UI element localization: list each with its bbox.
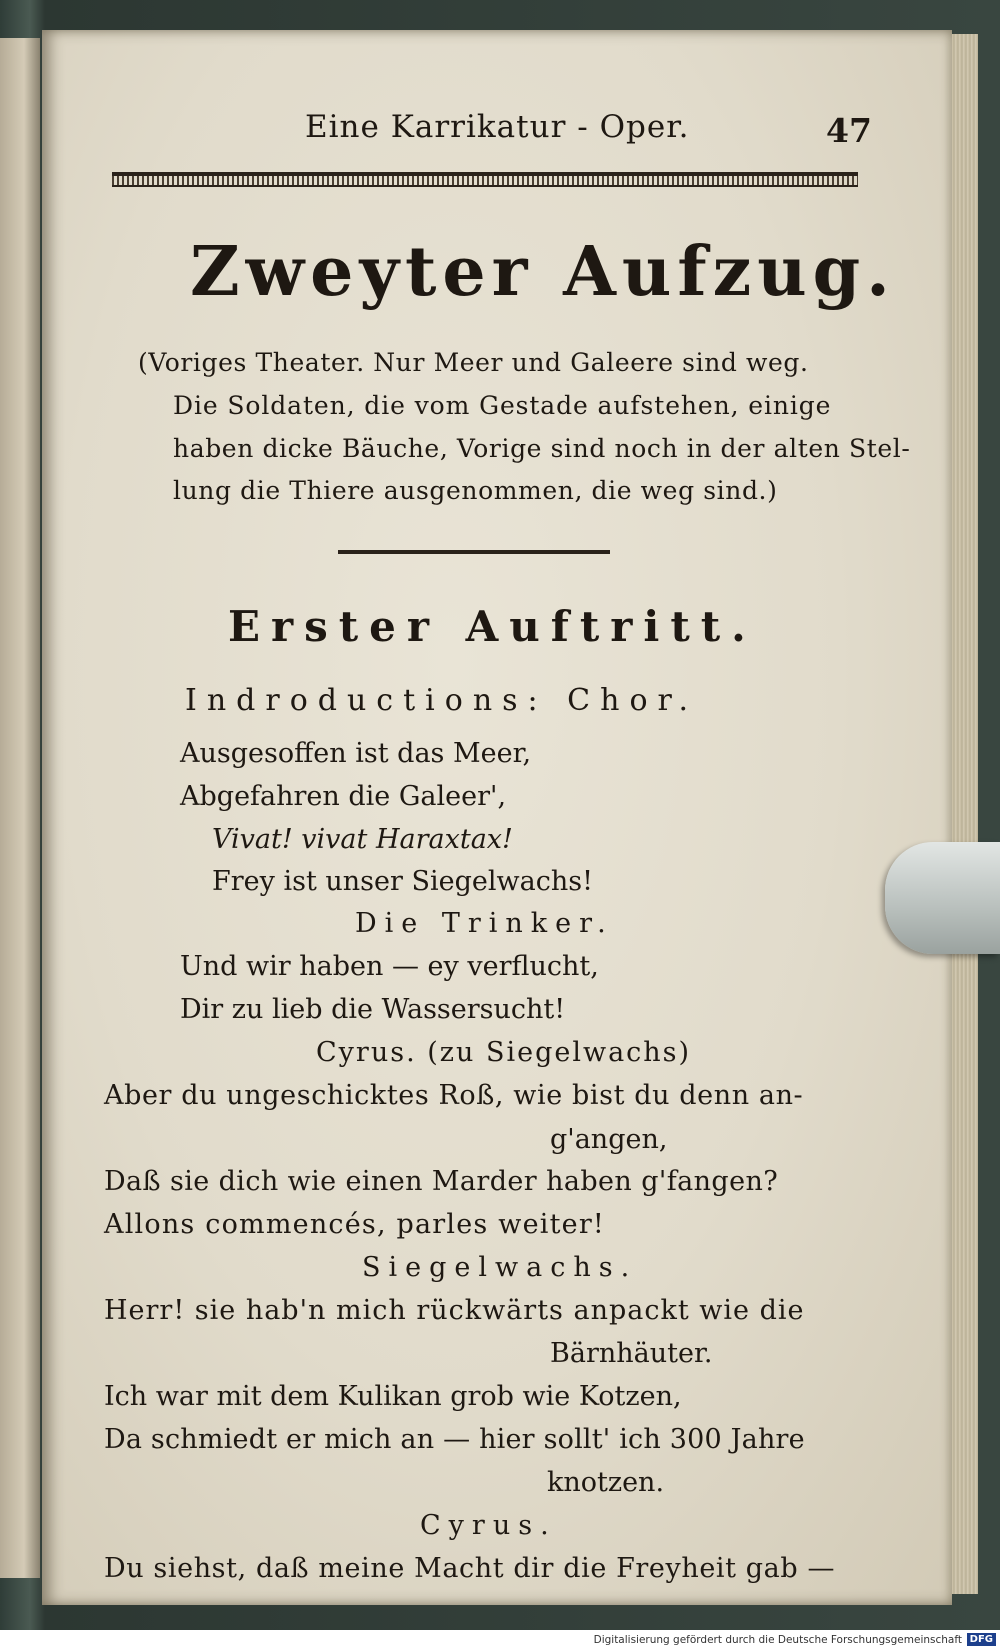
- page-clip-tab: [885, 842, 1000, 954]
- section-rule: [338, 550, 610, 554]
- speaker-name: Siegelwachs.: [362, 1252, 638, 1283]
- verse-line: Daß sie dich wie einen Marder haben g'fangen?: [104, 1166, 779, 1197]
- stage-direction-line: lung die Thiere ausgenommen, die weg sind.): [173, 476, 778, 505]
- speaker-name: Cyrus.: [420, 1510, 557, 1541]
- verse-line-continuation: knotzen.: [547, 1467, 665, 1498]
- footer-bar: [0, 1630, 1000, 1652]
- page-number: 47: [826, 111, 872, 150]
- facing-page-edge: [0, 38, 40, 1578]
- verse-line: Ausgesoffen ist das Meer,: [180, 738, 532, 769]
- verse-line: Ich war mit dem Kulikan grob wie Kotzen,: [104, 1381, 682, 1412]
- verse-line: Du siehst, daß meine Macht dir die Freyheit gab —: [104, 1553, 836, 1584]
- book-page-edges: [952, 34, 978, 1594]
- stage-direction-line: haben dicke Bäuche, Vorige sind noch in der alten Stel-: [173, 434, 911, 463]
- digitization-credit: Digitalisierung gefördert durch die Deutsche Forschungsgemeinschaft: [593, 1634, 962, 1646]
- stage-direction-line: Die Soldaten, die vom Gestade aufstehen, einige: [173, 391, 832, 420]
- chorus-heading: Indroductions: Chor.: [185, 683, 699, 718]
- act-title: Zweyter Aufzug.: [190, 232, 896, 312]
- running-head: Eine Karrikatur - Oper.: [305, 109, 690, 145]
- verse-line: Allons commencés, parles weiter!: [104, 1209, 605, 1240]
- verse-line: Frey ist unser Siegelwachs!: [212, 866, 593, 897]
- speaker-name: Die Trinker.: [355, 908, 614, 939]
- speaker-name: Cyrus. (zu Siegelwachs): [316, 1037, 692, 1068]
- verse-line-continuation: g'angen,: [550, 1124, 668, 1155]
- verse-line: Dir zu lieb die Wassersucht!: [180, 994, 566, 1025]
- verse-line: Aber du ungeschicktes Roß, wie bist du denn an-: [104, 1080, 804, 1111]
- verse-line: Abgefahren die Galeer',: [180, 781, 507, 812]
- dfg-logo: DFG: [967, 1633, 996, 1646]
- verse-line: Vivat! vivat Haraxtax!: [212, 824, 513, 855]
- verse-line-continuation: Bärnhäuter.: [550, 1338, 713, 1369]
- verse-line: Und wir haben — ey verflucht,: [180, 951, 599, 982]
- scene-title: Erster Auftritt.: [228, 602, 757, 651]
- verse-line: Da schmiedt er mich an — hier sollt' ich 300 Jahre: [104, 1424, 805, 1455]
- stage-direction-line: (Voriges Theater. Nur Meer und Galeere sind weg.: [138, 348, 809, 377]
- verse-line: Herr! sie hab'n mich rückwärts anpackt wie die: [104, 1295, 805, 1326]
- header-rule: [112, 172, 858, 187]
